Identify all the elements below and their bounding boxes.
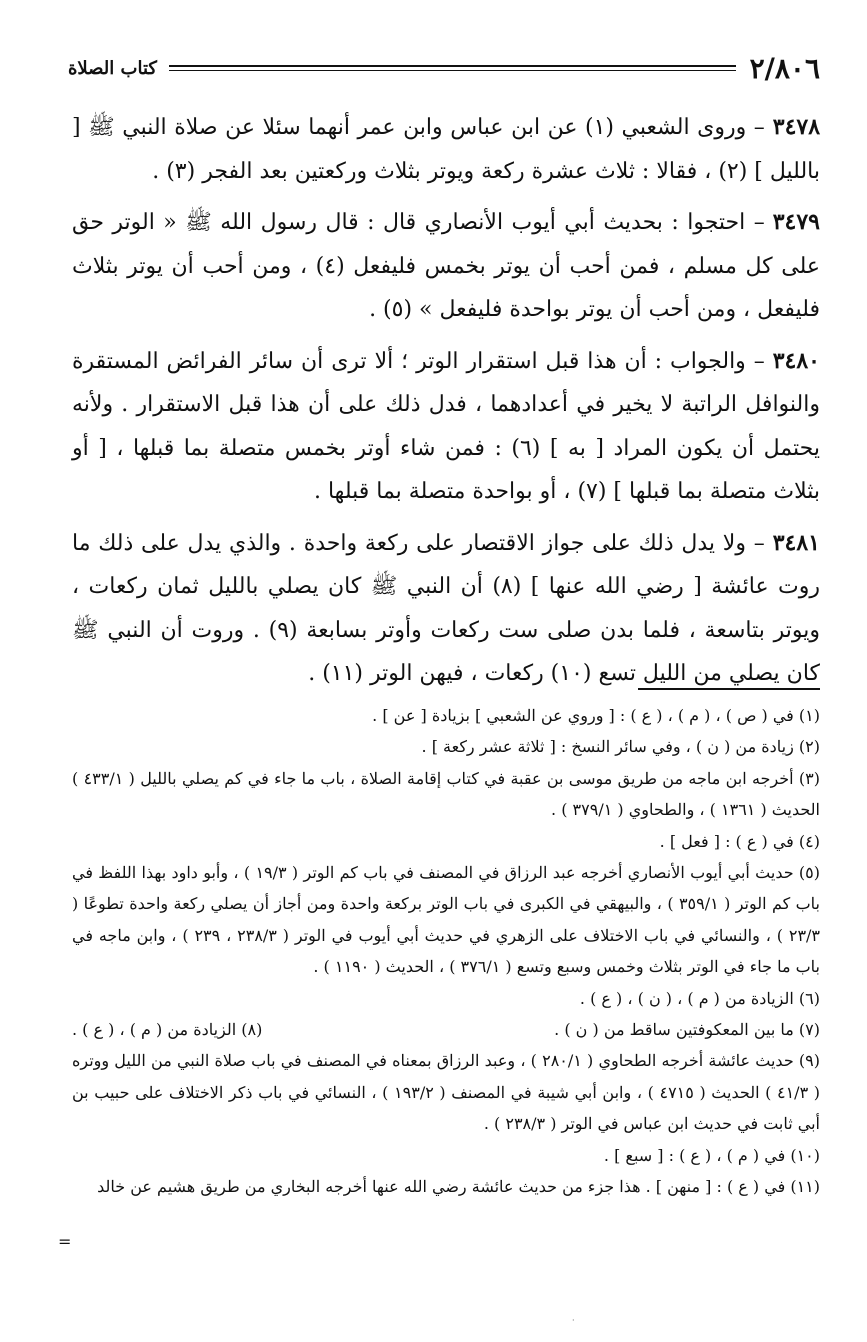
paragraph-number: ٣٤٨٠ xyxy=(772,347,820,374)
footnote-1: (١) في ( ص ) ، ( م ) ، ( ع ) : [ وروي عن الشعبي ] بزيادة [ عن ] . xyxy=(372,706,820,725)
footnote-row-6 xyxy=(72,983,820,1014)
main-text xyxy=(72,106,820,704)
footnote-6: (٦) الزيادة من ( م ) ، ( ن ) ، ( ع ) . xyxy=(579,988,820,1008)
header-divider xyxy=(169,65,736,71)
footnote-2: (٢) زيادة من ( ن ) ، وفي سائر النسخ : [ ثلاثة عشر ركعة ] . xyxy=(421,737,820,757)
footnote-row-7-8 xyxy=(72,1014,820,1045)
footnote-8: (٨) الزيادة من ( م ) ، ( ع ) . xyxy=(72,1020,263,1040)
footnote-4: (٤) في ( ع ) : [ فعل ] . xyxy=(659,831,820,851)
paragraph-3479 xyxy=(72,201,820,332)
paragraph-text: – احتجوا : بحديث أبي أيوب الأنصاري قال : قال رسول الله ﷺ « الوتر حق على كل مسلم ، فمن أحب أن يوتر بخمس فليفعل (٤) ، ومن أحب أن يوتر بثلاث فليفعل ، ومن أحب أن يوتر بواحدة فليفعل » (٥) . xyxy=(72,210,820,322)
scan-speck: · xyxy=(572,1316,575,1325)
paragraph-number: ٣٤٨١ xyxy=(772,529,820,556)
footnotes xyxy=(72,700,820,1203)
paragraph-text: – والجواب : أن هذا قبل استقرار الوتر ؛ ألا ترى أن سائر الفرائض المستقرة والنوافل الراتبة لا يخير في أعدادهما ، فدل ذلك على أن هذا قبل الاستقرار . ولأنه يحتمل أن يكون المراد [ به ] (٦) : فمن شاء أوتر بخمس متصلة بما قبلها ، [ أو بثلاث متصلة بما قبلها ] (٧) ، أو بواحدة متصلة بما قبلها . xyxy=(72,348,820,504)
page-number: ٢/٨٠٦ xyxy=(749,51,820,85)
paragraph-text: – وروى الشعبي (١) عن ابن عباس وابن عمر أنهما سئلا عن صلاة النبي ﷺ [ بالليل ] (٢) ، فقالا : ثلاث عشرة ركعة ويوتر بثلاث وركعتين بعد الفجر (٣) . xyxy=(72,115,820,184)
footnote-7: (٧) ما بين المعكوفتين ساقط من ( ن ) . xyxy=(554,1020,820,1040)
footnote-10: (١٠) في ( م ) ، ( ع ) : [ سبع ] . xyxy=(603,1145,820,1165)
footnote-divider xyxy=(638,688,820,690)
paragraph-number: ٣٤٧٩ xyxy=(772,209,820,235)
paragraph-3480 xyxy=(72,340,820,514)
footnote-5: (٥) حديث أبي أيوب الأنصاري أخرجه عبد الرزاق في المصنف في باب كم الوتر ( ١٩/٣ ) ، وأبو داود بهذا اللفظ في باب كم الوتر ( ٣٥٩/١ ) ، والبيهقي في الكبرى في باب الوتر بركعة واحدة ومن أجاز أن يصلي ركعة واحدة تطوعًا ( ٢٣/٣ ) ، والنسائي في باب الاختلاف على الزهري في حديث أبي أيوب في الوتر ( ٢٣٨/٣ ، ٢٣٩ ) ، وابن ماجه في باب ما جاء في الوتر بثلاث وخمس وسبع وتسع ( ٣٧٦/١ ) ، الحديث ( ١١٩٠ ) . xyxy=(72,863,821,977)
paragraph-3481 xyxy=(72,522,820,696)
paragraph-number: ٣٤٧٨ xyxy=(772,114,821,140)
page-header xyxy=(68,50,820,86)
footnote-3: (٣) أخرجه ابن ماجه من طريق موسى بن عقبة في كتاب إقامة الصلاة ، باب ما جاء في كم يصلي بالليل ( ٤٣٣/١ ) الحديث ( ١٣٦١ ) ، والطحاوي ( ٣٧٩/١ ) . xyxy=(72,768,821,820)
book-title: كتاب الصلاة xyxy=(68,57,157,79)
footnote-9: (٩) حديث عائشة أخرجه الطحاوي ( ٢٨٠/١ ) ، وعبد الرزاق بمعناه في المصنف في باب صلاة النبي من الليل ووتره ( ٤١/٣ ) الحديث ( ٤٧١٥ ) ، وابن أبي شيبة في المصنف ( ١٩٣/٢ ) ، النسائي في باب ذكر الاختلاف على حبيب بن أبي ثابت في حديث ابن عباس في الوتر ( ٢٣٨/٣ ) . xyxy=(72,1051,821,1134)
footnote-11: (١١) في ( ع ) : [ منهن ] . هذا جزء من حديث عائشة رضي الله عنها أخرجه البخاري من طريق هشيم عن خالد xyxy=(97,1177,820,1197)
paragraph-text: – ولا يدل ذلك على جواز الاقتصار على ركعة واحدة . والذي يدل على ذلك ما روت عائشة [ رضي الله عنها ] (٨) أن النبي ﷺ كان يصلي بالليل ثمان ركعات ، ويوتر بتاسعة ، فلما بدن صلى ست ركعات وأوتر بسابعة (٩) . وروت أن النبي ﷺ كان يصلي من الليل تسع (١٠) ركعات ، فيهن الوتر (١١) . xyxy=(72,530,820,686)
continuation-mark: = xyxy=(58,1232,72,1251)
paragraph-3478 xyxy=(72,106,820,193)
